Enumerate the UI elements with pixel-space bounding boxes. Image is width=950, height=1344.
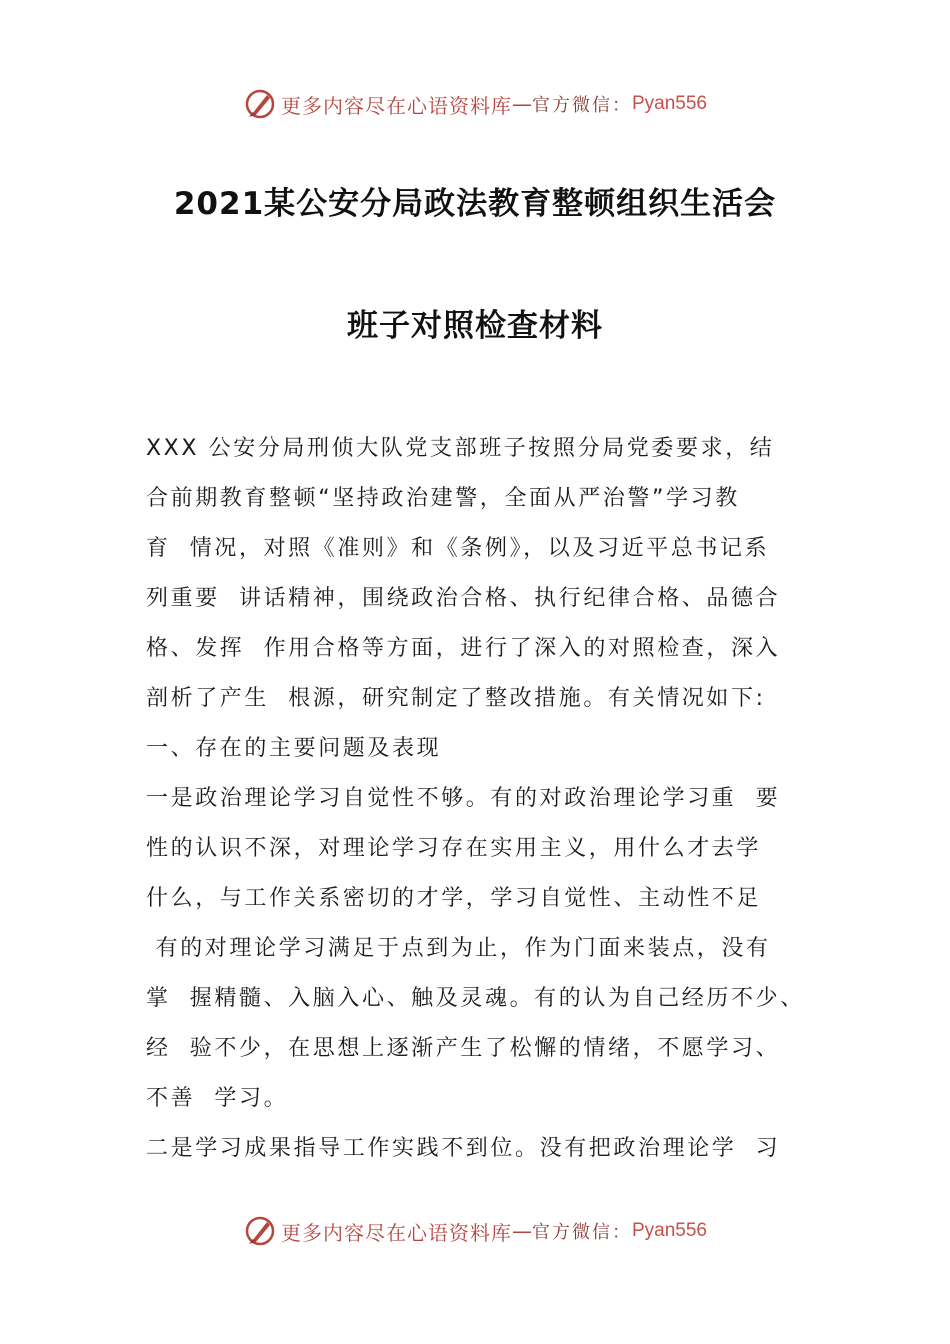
watermark-dash: —: [511, 1219, 532, 1243]
watermark-wechat-label: 官方微信：: [531, 1222, 632, 1243]
body-line: 格、发挥 作用合格等方面，进行了深入的对照检查，深入: [146, 636, 781, 661]
body-line: 有的对理论学习满足于点到为止，作为门面来装点，没有: [146, 936, 771, 961]
body-line: 经 验不少，在思想上逐渐产生了松懈的情绪，不愿学习、: [146, 1036, 781, 1061]
document-title-line-1: 2021某公安分局政法教育整顿组织生活会: [173, 186, 777, 222]
watermark-dash: —: [511, 92, 532, 116]
document-title-line-2: 班子对照检查材料: [347, 308, 603, 344]
body-line: 不善 学习。: [146, 1086, 289, 1111]
watermark-account: Pyan556: [631, 93, 707, 114]
body-line: 合前期教育整顿“坚持政治建警，全面从严治警”学习教: [146, 486, 740, 511]
body-line: 育 情况，对照《准则》和《条例》，以及习近平总书记系: [146, 536, 770, 561]
watermark-wechat-label: 官方微信：: [531, 95, 632, 116]
pen-logo-icon: [243, 1214, 277, 1248]
body-line: 什么，与工作关系密切的才学，学习自觉性、主动性不足: [146, 886, 762, 911]
body-line: 掌 握精髓、入脑入心、触及灵魂。有的认为自己经历不少、: [146, 986, 805, 1011]
body-line: 剖析了产生 根源，研究制定了整改措施。有关情况如下:: [146, 686, 766, 711]
body-line: XXX 公安分局刑侦大队党支部班子按照分局党委要求，结: [146, 436, 775, 461]
watermark-brand: 更多内容尽在心语资料库: [280, 93, 512, 118]
watermark-account: Pyan556: [631, 1220, 707, 1241]
body-line: 性的认识不深，对理论学习存在实用主义，用什么才去学: [146, 836, 762, 861]
header-watermark: [0, 84, 950, 124]
pen-logo-icon: [243, 87, 277, 121]
section-heading: 一、存在的主要问题及表现: [146, 736, 442, 761]
watermark-brand: 更多内容尽在心语资料库: [280, 1220, 512, 1245]
body-line: 一是政治理论学习自觉性不够。有的对政治理论学习重 要: [146, 786, 781, 811]
footer-watermark: [0, 1211, 950, 1251]
body-line: 列重要 讲话精神，围绕政治合格、执行纪律合格、品德合: [146, 586, 781, 611]
body-line: 二是学习成果指导工作实践不到位。没有把政治理论学 习: [146, 1136, 781, 1161]
